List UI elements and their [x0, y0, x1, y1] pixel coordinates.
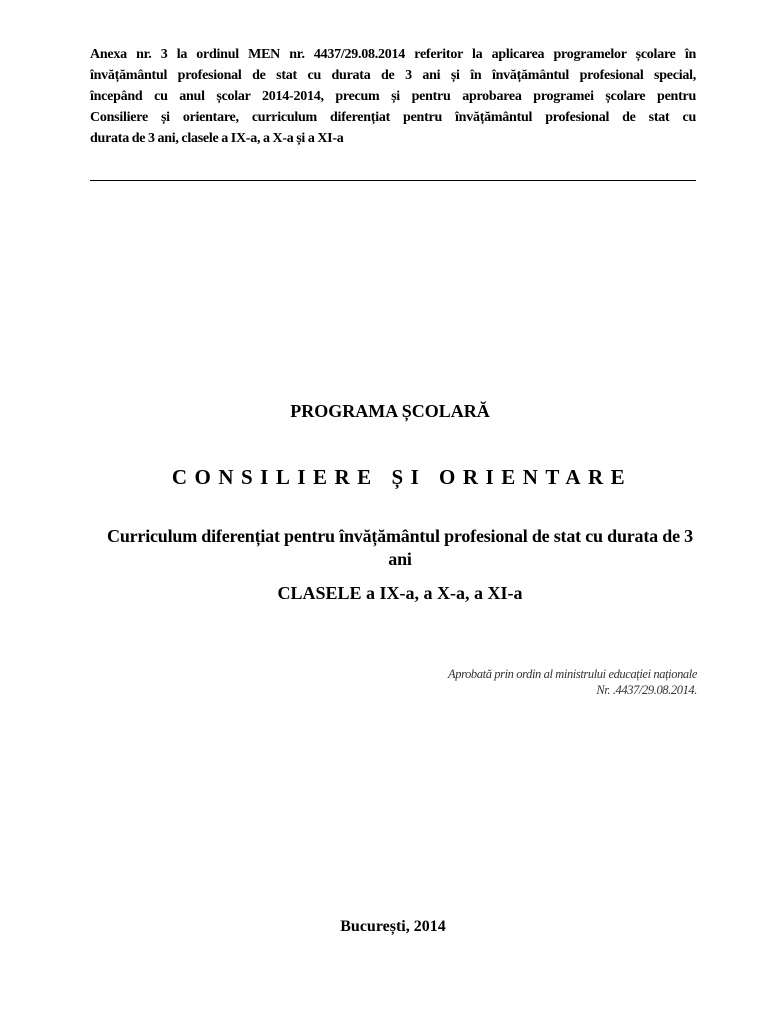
approval-number: Nr. .4437/29.08.2014.	[596, 683, 697, 697]
annex-line: Consiliere și orientare, curriculum diferențiat pentru învățământul profesional de stat cu	[90, 110, 696, 125]
annex-line: Anexa nr. 3 la ordinul MEN nr. 4437/29.08.2014 referitor la aplicarea programelor școlare în	[90, 47, 696, 62]
approval-note	[360, 666, 697, 698]
annex-reference	[90, 44, 696, 149]
header-divider	[90, 180, 696, 181]
document-type-heading: PROGRAMA ȘCOLARĂ	[290, 401, 490, 421]
annex-line: învățământul profesional de stat cu durata de 3 ani și în învățământul profesional special,	[90, 68, 696, 83]
annex-line: începând cu anul școlar 2014-2014, precum și pentru aprobarea programei școlare pentru	[90, 89, 696, 104]
place-date: București, 2014	[340, 918, 446, 935]
approval-line: Aprobată prin ordin al ministrului educației naționale	[448, 667, 697, 681]
classes-heading: CLASELE a IX-a, a X-a, a XI-a	[277, 583, 523, 603]
subject-title: CONSILIERE ȘI ORIENTARE	[171, 465, 633, 489]
annex-line: durata de 3 ani, clasele a IX-a, a X-a și a XI-a	[90, 131, 344, 146]
curriculum-subtitle: Curriculum diferențiat pentru învățământul profesional de stat cu durata de 3 ani	[107, 526, 693, 569]
